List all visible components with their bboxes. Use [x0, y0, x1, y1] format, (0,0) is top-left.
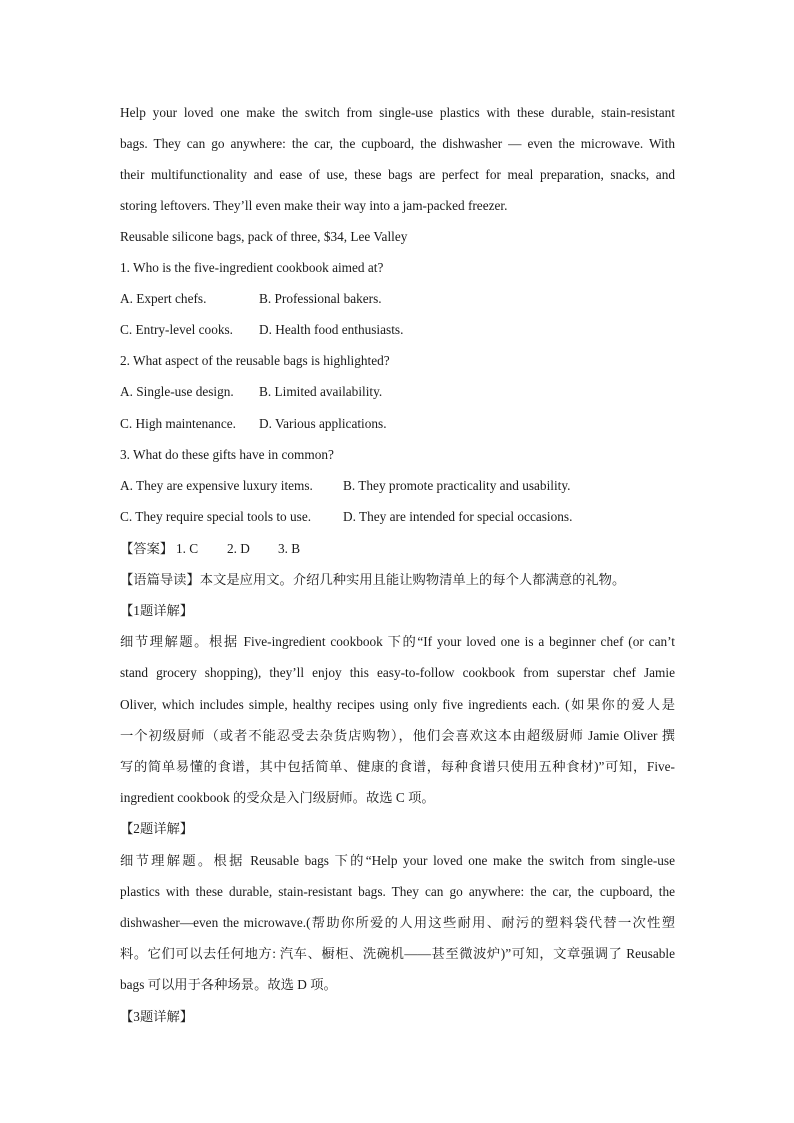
explanation-line: ingredient cookbook 的受众是入门级厨师。故选 C 项。 — [120, 790, 435, 805]
option-a: A. They are expensive luxury items. — [120, 478, 313, 493]
answer-item: 1. C — [176, 541, 199, 556]
passage-line: bags. They can go anywhere: the car, the cupboard, the dishwasher — even the microwave. With — [120, 136, 675, 151]
passage-line: Help your loved one make the switch from single-use plastics with these durable, stain-resistant — [120, 105, 675, 120]
explanation-heading: 【2题详解】 — [120, 821, 194, 836]
option-b: B. Limited availability. — [259, 384, 383, 399]
explanation-line: 一个初级厨师（或者不能忍受去杂货店购物），他们会喜欢这本由超级厨师 Jamie Oliver 撰 — [120, 728, 675, 743]
answer-label: 【答案】 — [120, 541, 174, 556]
option-b: B. They promote practicality and usability. — [343, 478, 571, 493]
option-c: C. Entry-level cooks. — [120, 322, 233, 337]
answer-item: 3. B — [278, 541, 301, 556]
explanation-line: 细节理解题。根据 Reusable bags 下的“Help your loved one make the switch from single-use — [120, 853, 675, 868]
passage-line: their multifunctionality and ease of use, these bags are perfect for meal preparation, snacks, and — [120, 167, 675, 182]
explanation-line: Oliver, which includes simple, healthy recipes using only five ingredients each. (如果你的爱人是 — [120, 697, 675, 712]
option-c: C. High maintenance. — [120, 416, 236, 431]
passage-line: storing leftovers. They’ll even make their way into a jam-packed freezer. — [120, 198, 508, 213]
option-d: D. They are intended for special occasions. — [343, 509, 573, 524]
guide-label: 【语篇导读】 — [120, 572, 200, 587]
explanation-line: bags 可以用于各种场景。故选 D 项。 — [120, 977, 337, 992]
question-stem: 3. What do these gifts have in common? — [120, 447, 334, 462]
explanation-line: dishwasher—even the microwave.(帮助你所爱的人用这些耐用、耐污的塑料袋代替一次性塑 — [120, 915, 675, 930]
option-b: B. Professional bakers. — [259, 291, 382, 306]
explanation-line: plastics with these durable, stain-resistant bags. They can go anywhere: the car, the cupboard, the — [120, 884, 675, 899]
question-stem: 1. Who is the five-ingredient cookbook aimed at? — [120, 260, 384, 275]
explanation-heading: 【3题详解】 — [120, 1009, 194, 1024]
option-c: C. They require special tools to use. — [120, 509, 312, 524]
option-d: D. Health food enthusiasts. — [259, 322, 404, 337]
option-a: A. Single-use design. — [120, 384, 234, 399]
explanation-heading: 【1题详解】 — [120, 603, 194, 618]
explanation-line: 写的简单易懂的食谱，其中包括简单、健康的食谱，每种食谱只使用五种食材)”可知，Five- — [120, 759, 675, 774]
guide-text: 本文是应用文。介绍几种实用且能让购物清单上的每个人都满意的礼物。 — [199, 572, 626, 587]
explanation-line: 料。它们可以去任何地方: 汽车、橱柜、洗碗机——甚至微波炉)”可知，文章强调了 Reusable — [120, 946, 675, 961]
option-d: D. Various applications. — [259, 416, 387, 431]
guide-row — [120, 570, 675, 590]
answer-row — [120, 539, 675, 559]
explanation-line: 细节理解题。根据 Five-ingredient cookbook 下的“If your loved one is a beginner chef (or can’t — [120, 634, 675, 649]
explanation-line: stand grocery shopping), they’ll enjoy this easy-to-follow cookbook from superstar chef Jamie — [120, 665, 675, 680]
product-line: Reusable silicone bags, pack of three, $34, Lee Valley — [120, 229, 408, 244]
answer-item: 2. D — [227, 541, 250, 556]
question-stem: 2. What aspect of the reusable bags is highlighted? — [120, 353, 390, 368]
option-a: A. Expert chefs. — [120, 291, 207, 306]
